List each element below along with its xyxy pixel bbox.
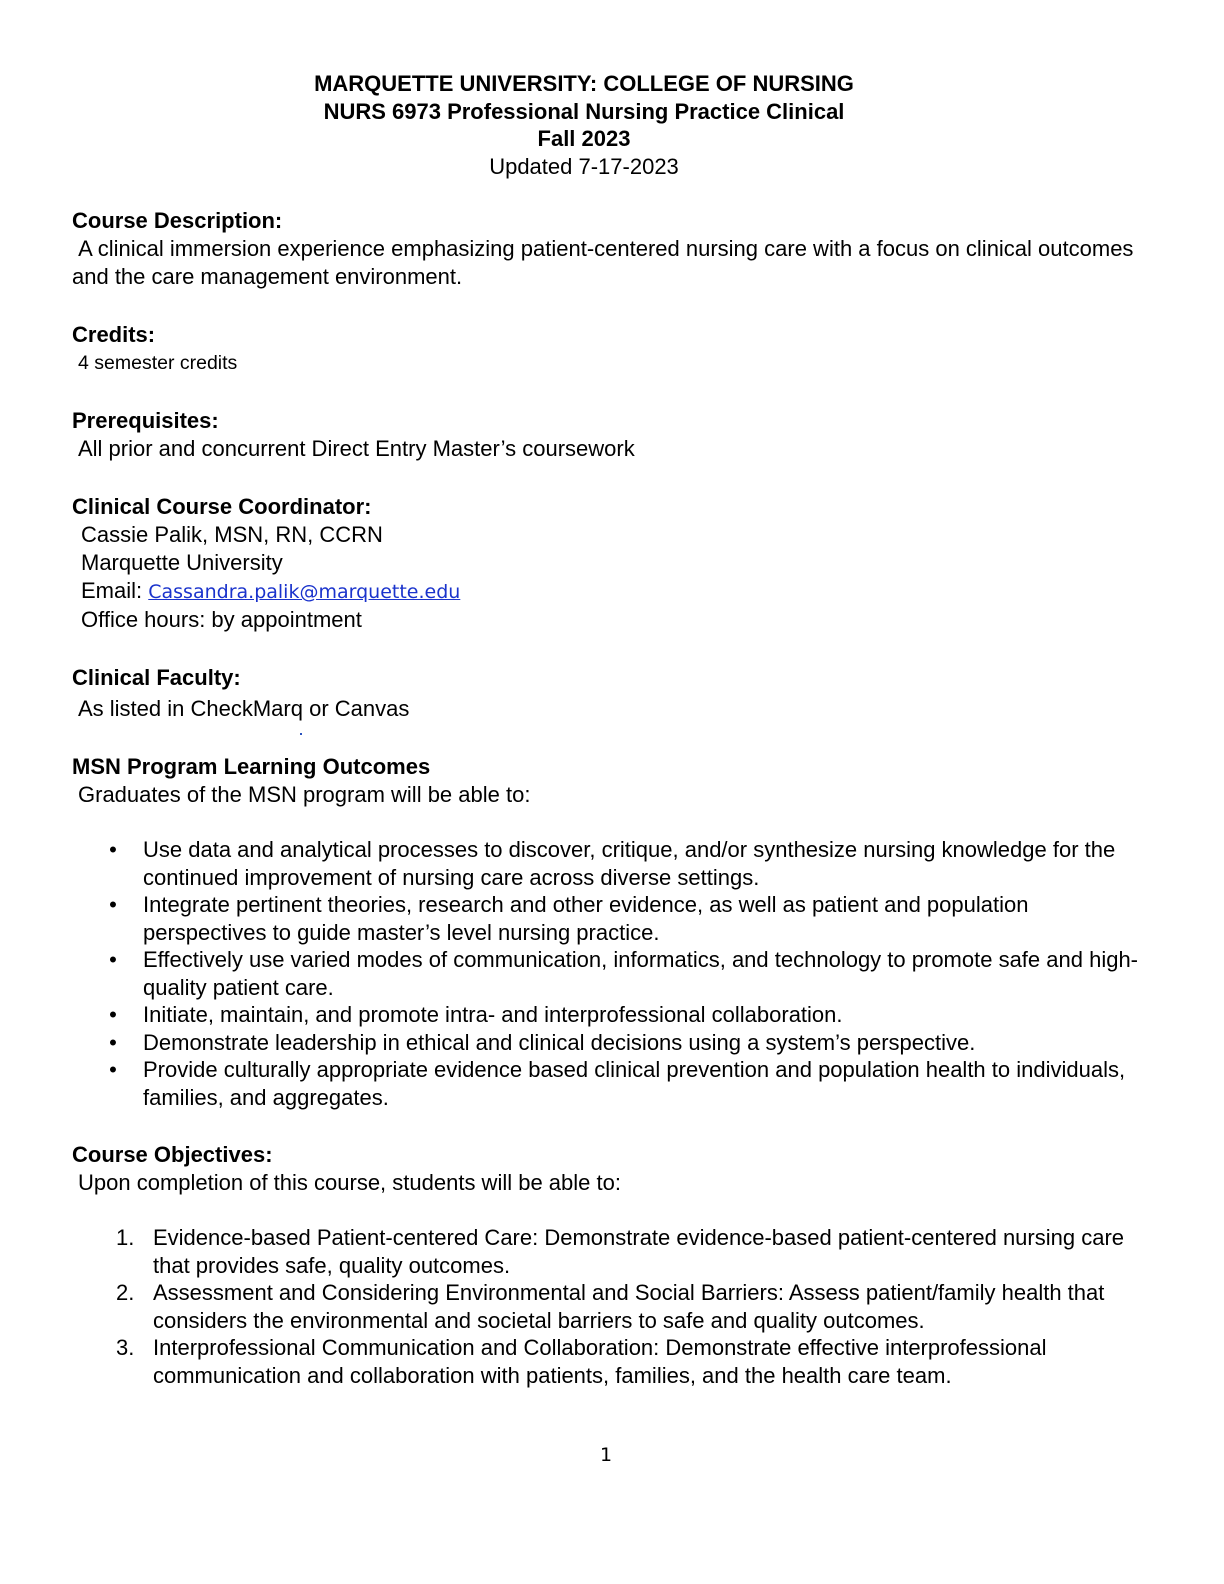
stray-mark — [300, 733, 302, 735]
spacer — [72, 463, 1152, 493]
course-description-text: A clinical immersion experience emphasizing patient-centered nursing care with a focus on clinical outcomes and the care management environment. — [72, 236, 1140, 289]
prerequisites-text: All prior and concurrent Direct Entry Master’s coursework — [78, 436, 635, 461]
program-outcomes-intro: Graduates of the MSN program will be able to: — [78, 782, 531, 807]
term-title: Fall 2023 — [537, 126, 631, 151]
list-item: 2. Assessment and Considering Environmental and Social Barriers: Assess patient/family health that considers the environmental and societal barriers to safe and quality outcomes. — [116, 1280, 1105, 1333]
credits-text: 4 semester credits — [78, 352, 238, 374]
objective-number: 3. — [116, 1335, 135, 1360]
spacer — [72, 723, 1152, 753]
document-header — [0, 70, 1168, 180]
coordinator-office-hours: Office hours: by appointment — [81, 607, 362, 632]
list-item: • Effectively use varied modes of communication, informatics, and technology to promote safe and high-quality patient care. — [72, 946, 1152, 1001]
objective-number: 1. — [116, 1225, 135, 1250]
objective-number: 2. — [116, 1280, 135, 1305]
spacer — [72, 1111, 1152, 1141]
course-objectives-intro: Upon completion of this course, students will be able to: — [78, 1170, 621, 1195]
spacer — [72, 291, 1152, 321]
spacer — [72, 377, 1152, 407]
coordinator-email-line — [72, 577, 1152, 606]
coordinator-institution: Marquette University — [81, 550, 283, 575]
list-item: • Integrate pertinent theories, research and other evidence, as well as patient and population perspectives to guide master’s level nursing practice. — [72, 891, 1152, 946]
list-item: • Use data and analytical processes to discover, critique, and/or synthesize nursing knowledge for the continued improvement of nursing care across diverse settings. — [72, 836, 1152, 891]
list-item: • Provide culturally appropriate evidence based clinical prevention and population health to individuals, families, and aggregates. — [72, 1056, 1152, 1111]
course-title: NURS 6973 Professional Nursing Practice Clinical — [323, 98, 845, 124]
course-objectives-list — [72, 1224, 1152, 1389]
updated-date: Updated 7-17-2023 — [489, 153, 679, 179]
email-label: Email: — [81, 578, 149, 603]
bullet-icon: • — [109, 1002, 117, 1027]
university-title: MARQUETTE UNIVERSITY: COLLEGE OF NURSING — [314, 71, 854, 96]
page-number: 1 — [599, 1444, 613, 1466]
faculty-heading: Clinical Faculty: — [72, 665, 241, 690]
bullet-icon: • — [109, 947, 117, 972]
list-item: 3. Interprofessional Communication and Collaboration: Demonstrate effective interprofessional communication and collaboration with patients, families, and the health care team. — [116, 1335, 1047, 1388]
spacer — [72, 634, 1152, 664]
credits-heading: Credits: — [72, 322, 156, 347]
program-outcomes-list — [72, 836, 1152, 1111]
list-item: • Demonstrate leadership in ethical and clinical decisions using a system’s perspective. — [72, 1029, 1152, 1057]
bullet-icon: • — [109, 837, 117, 862]
spacer — [72, 1197, 1152, 1224]
prerequisites-heading: Prerequisites: — [72, 408, 219, 433]
syllabus-body — [72, 207, 1152, 1389]
course-objectives-heading: Course Objectives: — [72, 1142, 273, 1167]
spacer — [72, 809, 1152, 836]
list-item: 1. Evidence-based Patient-centered Care: Demonstrate evidence-based patient-centered nursing care that provides safe, quality outcomes. — [116, 1225, 1125, 1278]
program-outcomes-heading: MSN Program Learning Outcomes — [72, 754, 431, 779]
course-description-heading: Course Description: — [72, 208, 283, 233]
bullet-icon: • — [109, 892, 117, 917]
bullet-icon: • — [109, 1029, 117, 1055]
list-item: • Initiate, maintain, and promote intra- and interprofessional collaboration. — [72, 1001, 1152, 1029]
coordinator-name: Cassie Palik, MSN, RN, CCRN — [81, 522, 383, 547]
coordinator-email-link[interactable]: Cassandra.palik@marquette.edu — [148, 581, 461, 603]
faculty-text: As listed in CheckMarq or Canvas — [78, 696, 410, 721]
coordinator-heading: Clinical Course Coordinator: — [72, 494, 372, 519]
bullet-icon: • — [109, 1057, 117, 1082]
